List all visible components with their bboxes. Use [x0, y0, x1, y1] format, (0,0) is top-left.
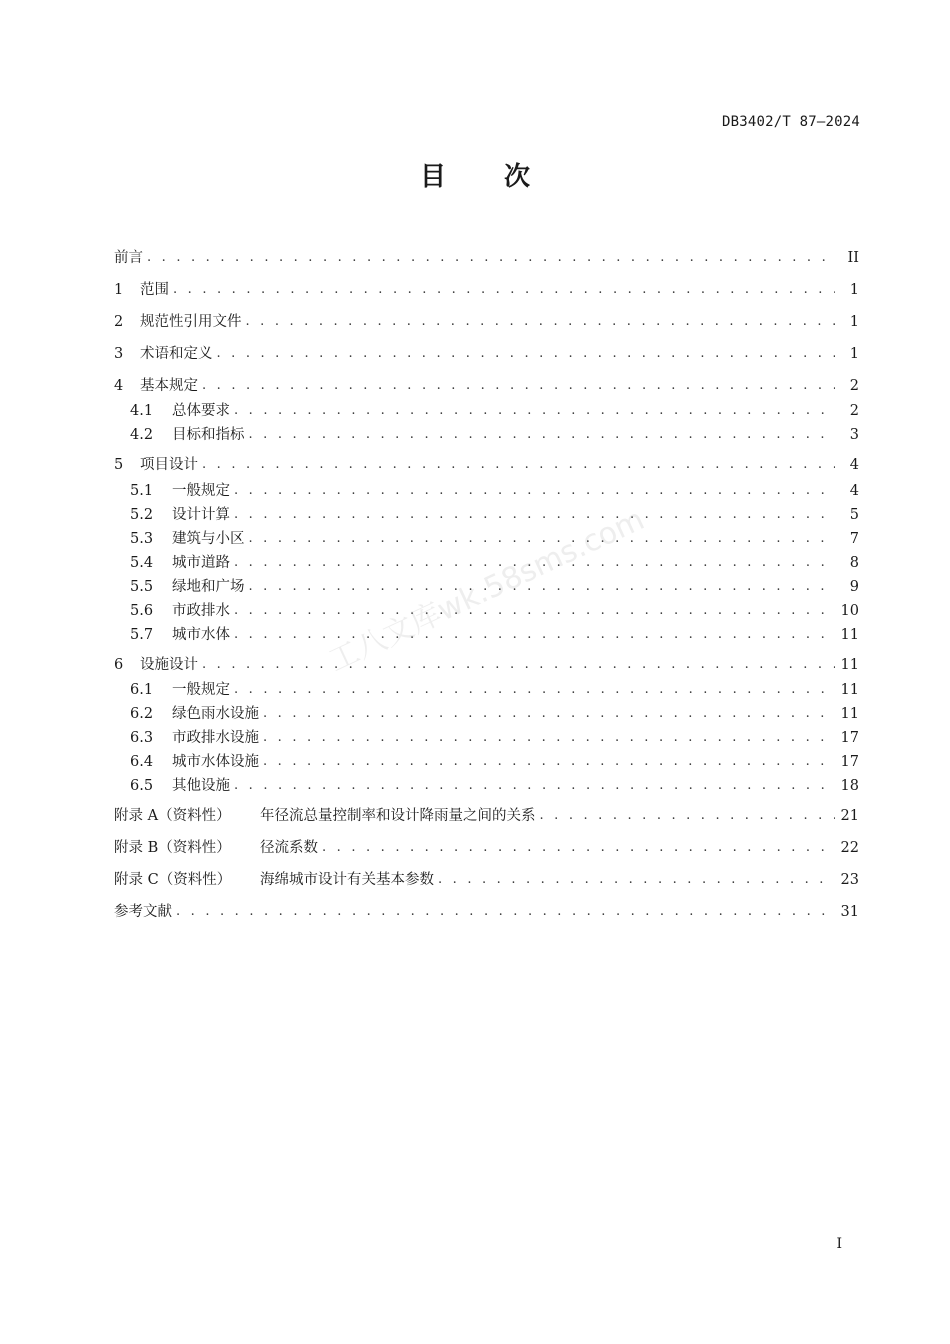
- toc-page: 3: [849, 427, 859, 443]
- toc-page: 1: [849, 346, 859, 362]
- toc-number: 5.4: [130, 555, 154, 571]
- toc-leader: [176, 902, 835, 922]
- toc-label: 市政排水设施: [172, 730, 259, 746]
- toc-number: 4: [114, 378, 124, 394]
- toc-label: 径流系数: [260, 840, 318, 856]
- toc-number: 6.4: [130, 754, 154, 770]
- toc-leader: [202, 455, 835, 475]
- toc-page: 1: [849, 282, 859, 298]
- toc-page: 11: [840, 627, 859, 643]
- toc-entry-2[interactable]: [114, 310, 859, 332]
- toc-page: 2: [849, 403, 859, 419]
- toc-label: 前言: [114, 250, 143, 266]
- document-code: DB3402/T 87—2024: [721, 114, 860, 130]
- toc-entry-appendix-a[interactable]: [114, 804, 859, 826]
- toc-page: 21: [840, 808, 859, 824]
- toc-label: 绿地和广场: [172, 579, 245, 595]
- toc-page: 17: [840, 754, 859, 770]
- toc-leader: [263, 704, 835, 724]
- toc-number: 4.2: [130, 427, 154, 443]
- toc-page: 4: [849, 457, 859, 473]
- toc-leader: [249, 577, 836, 597]
- toc-leader: [263, 752, 835, 772]
- toc-leader: [234, 776, 835, 796]
- toc-label: 一般规定: [172, 483, 230, 499]
- toc-leader: [234, 625, 835, 645]
- toc-entry-5-5[interactable]: [130, 575, 859, 597]
- toc-entry-5-1[interactable]: [130, 479, 859, 501]
- toc-label: 设施设计: [140, 657, 198, 673]
- toc-label: 设计计算: [172, 507, 230, 523]
- toc-page: 2: [849, 378, 859, 394]
- toc-label: 城市水体设施: [172, 754, 259, 770]
- toc-entry-6[interactable]: [114, 653, 859, 675]
- toc-page: 18: [840, 778, 859, 794]
- toc-label: 绿色雨水设施: [172, 706, 259, 722]
- toc-number: 3: [114, 346, 124, 362]
- toc-leader: [438, 870, 835, 890]
- toc-label: 基本规定: [140, 378, 198, 394]
- toc-label: 城市道路: [172, 555, 230, 571]
- toc-leader: [217, 344, 836, 364]
- toc-leader: [263, 728, 835, 748]
- toc-page: 9: [849, 579, 859, 595]
- toc-number: 5.6: [130, 603, 154, 619]
- toc-number: 5: [114, 457, 124, 473]
- toc-page: 17: [840, 730, 859, 746]
- toc-entry-4-1[interactable]: [130, 399, 859, 421]
- toc-label: 参考文献: [114, 904, 172, 920]
- toc-leader: [202, 655, 835, 675]
- toc-leader: [322, 838, 835, 858]
- toc-leader: [246, 312, 836, 332]
- toc-entry-5-4[interactable]: [130, 551, 859, 573]
- toc-entry-5-7[interactable]: [130, 623, 859, 645]
- toc-entry-6-2[interactable]: [130, 702, 859, 724]
- toc-label: 目标和指标: [172, 427, 245, 443]
- toc-label: 总体要求: [172, 403, 230, 419]
- toc-label: 一般规定: [172, 682, 230, 698]
- page-title: [0, 156, 950, 193]
- toc-leader: [540, 806, 835, 826]
- toc-leader: [234, 505, 835, 525]
- toc-page: 23: [840, 872, 859, 888]
- toc-entry-foreword[interactable]: [114, 246, 859, 268]
- toc-page: 11: [840, 706, 859, 722]
- toc-number: 1: [114, 282, 124, 298]
- toc-entry-5-3[interactable]: [130, 527, 859, 549]
- toc-entry-appendix-c[interactable]: [114, 868, 859, 890]
- toc-leader: [249, 529, 836, 549]
- toc-number: 6.1: [130, 682, 154, 698]
- toc-label: 年径流总量控制率和设计降雨量之间的关系: [260, 808, 536, 824]
- toc-leader: [147, 248, 835, 268]
- toc-entry-references[interactable]: [114, 900, 859, 922]
- toc-page: 22: [840, 840, 859, 856]
- toc-entry-5[interactable]: [114, 453, 859, 475]
- toc-number: 5.2: [130, 507, 154, 523]
- toc-entry-appendix-b[interactable]: [114, 836, 859, 858]
- toc-page: 31: [840, 904, 859, 920]
- toc-entry-6-5[interactable]: [130, 774, 859, 796]
- title-char-1: 目: [419, 162, 446, 192]
- toc-entry-5-2[interactable]: [130, 503, 859, 525]
- toc-label: 其他设施: [172, 778, 230, 794]
- toc-label: 术语和定义: [140, 346, 213, 362]
- toc-page: 5: [849, 507, 859, 523]
- toc-page: 11: [840, 682, 859, 698]
- toc-page: 11: [840, 657, 859, 673]
- toc-label: 项目设计: [140, 457, 198, 473]
- toc-leader: [234, 553, 835, 573]
- toc-label: 海绵城市设计有关基本参数: [260, 872, 434, 888]
- toc-number: 6.5: [130, 778, 154, 794]
- toc-number: 附录 B（资料性）: [114, 840, 231, 856]
- toc-leader: [234, 401, 835, 421]
- toc-leader: [234, 601, 835, 621]
- toc-entry-5-6[interactable]: [130, 599, 859, 621]
- page-number: I: [836, 1236, 842, 1252]
- toc-number: 6.3: [130, 730, 154, 746]
- toc-number: 4.1: [130, 403, 154, 419]
- toc-entry-6-4[interactable]: [130, 750, 859, 772]
- toc-number: 5.1: [130, 483, 154, 499]
- toc-page: 10: [840, 603, 859, 619]
- toc-entry-3[interactable]: [114, 342, 859, 364]
- toc-leader: [234, 481, 835, 501]
- toc-entry-4[interactable]: [114, 374, 859, 396]
- toc-page: 4: [849, 483, 859, 499]
- toc-label: 城市水体: [172, 627, 230, 643]
- toc-entry-6-3[interactable]: [130, 726, 859, 748]
- toc-label: 规范性引用文件: [140, 314, 242, 330]
- toc-leader: [234, 680, 835, 700]
- toc-number: 5.5: [130, 579, 154, 595]
- toc-page: II: [847, 250, 859, 266]
- toc-entry-1[interactable]: [114, 278, 859, 300]
- toc-page: 1: [849, 314, 859, 330]
- title-char-2: 次: [504, 162, 531, 192]
- toc-number: 5.7: [130, 627, 154, 643]
- toc-number: 2: [114, 314, 124, 330]
- toc-number: 附录 C（资料性）: [114, 872, 232, 888]
- toc-leader: [249, 425, 836, 445]
- toc-number: 6.2: [130, 706, 154, 722]
- toc-entry-4-2[interactable]: [130, 423, 859, 445]
- toc-label: 建筑与小区: [172, 531, 245, 547]
- toc-number: 5.3: [130, 531, 154, 547]
- toc-page: 7: [849, 531, 859, 547]
- toc-entry-6-1[interactable]: [130, 678, 859, 700]
- toc-number: 附录 A（资料性）: [114, 808, 231, 824]
- toc-page: 8: [849, 555, 859, 571]
- toc-label: 范围: [140, 282, 169, 298]
- toc-leader: [173, 280, 835, 300]
- toc-leader: [202, 376, 835, 396]
- watermark: 工八文库wk.58sms.com: [323, 501, 650, 679]
- toc-label: 市政排水: [172, 603, 230, 619]
- toc-number: 6: [114, 657, 124, 673]
